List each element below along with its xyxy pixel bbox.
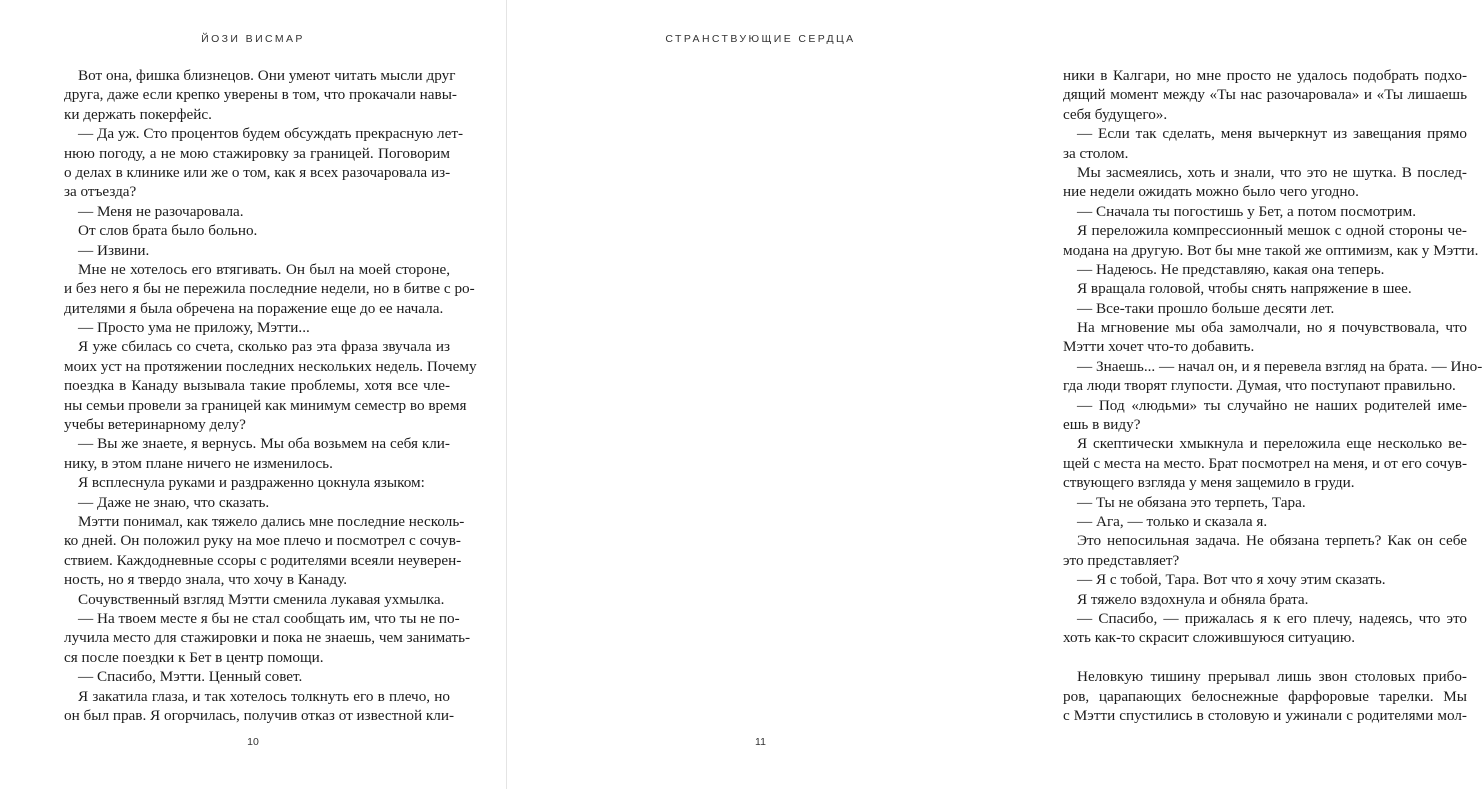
text-line: за столом. [1063, 144, 1129, 162]
text-line: Я переложила компрессионный мешок с одной стороны че- [1077, 222, 1467, 240]
text-line: — Да уж. Сто процентов будем обсуждать прекрасную лет- [78, 125, 464, 143]
page-number-right: 11 [755, 736, 766, 748]
text-line: — Спасибо, Мэтти. Ценный совет. [78, 668, 303, 686]
text-line: нюю погоду, а не мою стажировку за границей. Поговорим [64, 144, 450, 162]
text-line: Я вращала головой, чтобы снять напряжение в шее. [1077, 280, 1412, 298]
text-line: — Даже не знаю, что сказать. [78, 493, 270, 511]
text-line: о делах в клинике или же о том, как я всех разочаровала из- [64, 163, 451, 181]
text-line: ешь в виду? [1063, 416, 1141, 434]
text-line: хоть как-то скрасит сложившуюся ситуацию. [1063, 629, 1356, 647]
text-line: — Извини. [78, 241, 150, 259]
text-line: — Спасибо, — прижалась я к его плечу, надеясь, что это [1077, 609, 1467, 627]
text-line: На мгновение мы оба замолчали, но я почувствовала, что [1077, 319, 1467, 337]
text-line: моих уст на протяжении последних нескольких недель. Почему [64, 357, 477, 375]
text-line: ствующего взгляда у меня защемило в груди. [1063, 474, 1355, 492]
text-line: нику, в этом плане ничего не изменилось. [64, 454, 333, 472]
text-line: это представляет? [1063, 551, 1180, 569]
text-line: Неловкую тишину прерывал лишь звон столовых прибо- [1077, 668, 1467, 686]
text-line: ров, царапающих белоснежные фарфоровые тарелки. Мы [1063, 687, 1467, 705]
text-line: — Просто ума не приложу, Мэтти... [78, 319, 310, 337]
paragraph-gap [1063, 648, 1467, 667]
text-line: Мэтти понимал, как тяжело дались мне последние несколь- [78, 512, 465, 530]
right-page-text [1063, 66, 1482, 725]
text-line: — Сначала ты погостишь у Бет, а потом посмотрим. [1077, 202, 1417, 220]
text-line: и без него я бы не пережила последние недели, но в битве с ро- [64, 280, 475, 298]
text-line: — Под «людьми» ты случайно не наших родителей име- [1077, 396, 1467, 414]
text-line: — Ты не обязана это терпеть, Тара. [1077, 493, 1306, 511]
text-line: Это непосильная задача. Не обязана терпеть? Как он себе [1077, 532, 1467, 550]
text-line: ность, но я твердо знала, что хочу в Канаду. [64, 571, 347, 589]
text-line: Я всплеснула руками и раздраженно цокнула языком: [78, 474, 425, 492]
text-line: поездка в Канаду вызывала такие проблемы, хотя все чле- [64, 377, 450, 395]
page-number-left: 10 [247, 736, 259, 748]
text-line: он был прав. Я огорчилась, получив отказ от известной кли- [64, 706, 455, 724]
text-line: — Вы же знаете, я вернусь. Мы оба возьмем на себя кли- [78, 435, 450, 453]
text-line: — Все-таки прошло больше десяти лет. [1077, 299, 1335, 317]
text-line: себя будущего». [1063, 105, 1168, 123]
text-line: ствием. Каждодневные ссоры с родителями всеяли неуверен- [64, 551, 462, 569]
text-line: щей с места на место. Брат посмотрел на меня, и от его сочув- [1063, 454, 1467, 472]
text-line: — Если так сделать, меня вычеркнут из завещания прямо [1077, 125, 1467, 143]
text-line: Мне не хотелось его втягивать. Он был на моей стороне, [78, 260, 450, 278]
text-line: Я скептически хмыкнула и переложила еще несколько ве- [1077, 435, 1467, 453]
text-line: Я уже сбилась со счета, сколько раз эта фраза звучала из [78, 338, 450, 356]
text-line: — Я с тобой, Тара. Вот что я хочу этим сказать. [1077, 571, 1386, 589]
text-line: Вот она, фишка близнецов. Они умеют читать мысли друг [78, 67, 456, 84]
text-line: ны семьи провели за границей как минимум семестр во время [64, 396, 467, 414]
text-line: ки держать покерфейс. [64, 105, 212, 123]
text-line: за отъезда? [64, 183, 137, 201]
right-page [507, 0, 1482, 789]
text-line: дящий момент между «Ты нас разочаровала» и «Ты лишаешь [1063, 86, 1467, 104]
text-line: гда люди творят глупости. Думая, что поступают правильно. [1063, 377, 1456, 395]
text-line: — Знаешь... — начал он, и я перевела взгляд на брата. — Ино- [1077, 357, 1482, 375]
text-line: — Надеюсь. Не представляю, какая она теперь. [1077, 260, 1385, 278]
text-line: друга, даже если крепко уверены в том, что прокачали навы- [64, 86, 457, 104]
text-line: ние недели ожидать можно было чего угодно. [1063, 183, 1359, 201]
running-head-title: СТРАНСТВУЮЩИЕ СЕРДЦА [665, 33, 856, 45]
text-line: Я тяжело вздохнула и обняла брата. [1077, 590, 1309, 608]
text-line: с Мэтти спустились в столовую и ужинали с родителями мол- [1063, 706, 1467, 724]
text-line: учебы ветеринарному делу? [64, 416, 246, 434]
text-line: ники в Калгари, но мне просто не удалось подобрать подхо- [1063, 67, 1467, 84]
text-line: дителями я была обречена на поражение еще до ее начала. [64, 299, 444, 317]
text-line: ко дней. Он положил руку на мое плечо и посмотрел с сочув- [64, 532, 461, 550]
text-line: модана на другую. Вот бы мне такой же оптимизм, как у Мэтти. [1063, 241, 1479, 259]
text-line: От слов брата было больно. [78, 222, 258, 240]
text-line: Я закатила глаза, и так хотелось толкнуть его в плечо, но [78, 687, 450, 705]
text-line: — Меня не разочаровала. [78, 202, 244, 220]
left-page [0, 0, 507, 789]
text-line: ся после поездки к Бет в центр помощи. [64, 648, 324, 666]
text-line: Мы засмеялись, хоть и знали, что это не шутка. В послед- [1077, 163, 1467, 181]
text-line: — Ага, — только и сказала я. [1077, 512, 1268, 530]
text-line: — На твоем месте я бы не стал сообщать им, что ты не по- [78, 609, 460, 627]
text-line: лучила место для стажировки и пока не знаешь, чем занимать- [64, 629, 471, 647]
text-line: Сочувственный взгляд Мэтти сменила лукавая ухмылка. [78, 590, 445, 608]
text-line: Мэтти хочет что-то добавить. [1063, 338, 1255, 356]
running-head-author: ЙОЗИ ВИСМАР [201, 33, 305, 45]
left-page-text [64, 66, 477, 725]
